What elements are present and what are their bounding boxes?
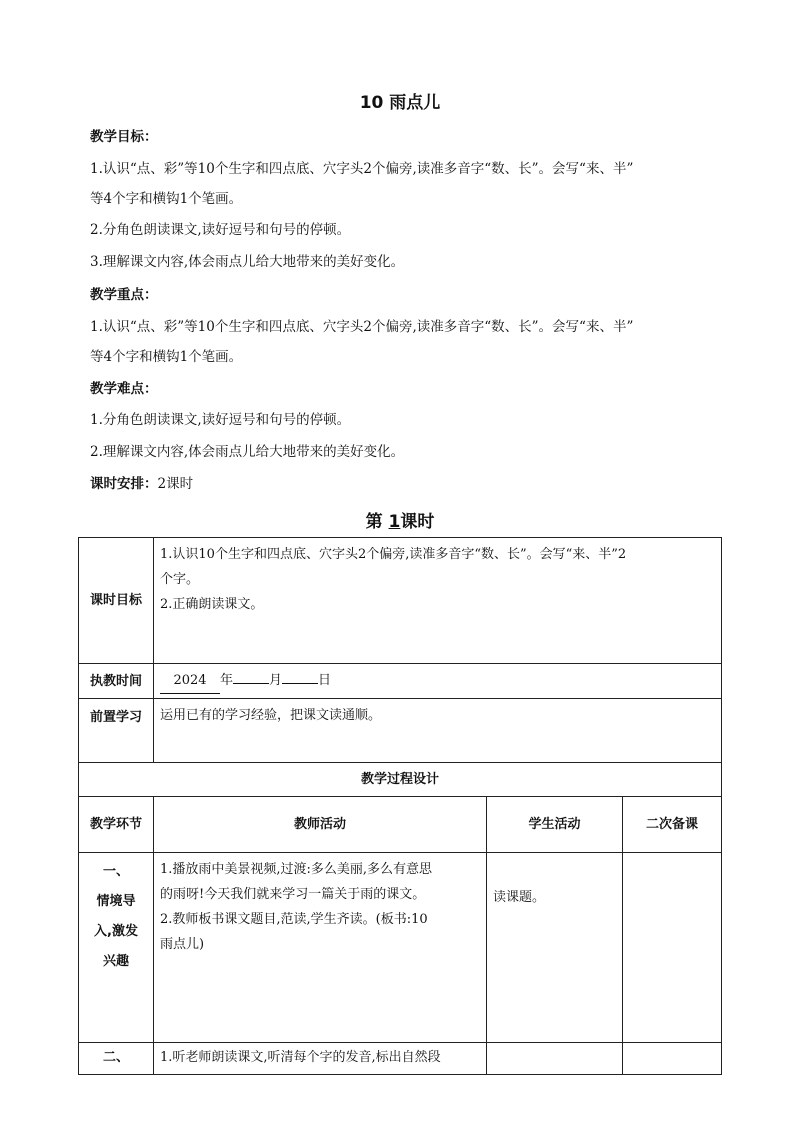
date-day-unit: 日: [318, 673, 332, 688]
schedule: [90, 472, 193, 492]
table-row: [79, 1043, 722, 1075]
column-header-row: [79, 797, 722, 853]
student-activity: [487, 1043, 623, 1075]
objectives-heading: 教学目标：: [90, 129, 158, 145]
difficulty-line: 1.分角色朗读课文,读好逗号和句号的停顿。: [90, 412, 351, 428]
column-header-second: 二次备课: [623, 797, 722, 853]
lesson-number: 1: [388, 512, 401, 532]
stage-line: 兴趣: [102, 954, 129, 969]
key-point-line: 等4个字和横钩1个笔画。: [90, 349, 243, 365]
stage-cell: [79, 853, 154, 1043]
teacher-line: 的雨呀!今天我们就来学习一篇关于雨的课文。: [160, 887, 426, 902]
column-header-student: 学生活动: [487, 797, 623, 853]
schedule-value: 2课时: [157, 476, 194, 492]
process-header: 教学过程设计: [79, 763, 722, 797]
teacher-activity: [154, 1043, 487, 1075]
date-day-blank: [282, 683, 318, 684]
goal-content: [154, 538, 722, 664]
date-label: 执教时间: [79, 664, 154, 699]
date-content: [154, 664, 722, 699]
date-month-blank: [233, 683, 269, 684]
goal-line: 2.正确朗读课文。: [160, 597, 264, 612]
lesson-title: [0, 507, 800, 532]
goal-line: 个字。: [160, 572, 200, 587]
stage-line: 二、: [102, 1050, 129, 1065]
stage-cell: [79, 1043, 154, 1075]
second-prep: [623, 853, 722, 1043]
prestudy-content: 运用已有的学习经验，把课文读通顺。: [154, 699, 722, 763]
column-header-stage: 教学环节: [79, 797, 154, 853]
teacher-line: 2.教师板书课文题目,范读,学生齐读。(板书:10: [160, 912, 428, 927]
teacher-line: 1.听老师朗读课文,听清每个字的发音,标出自然段: [160, 1050, 441, 1065]
objective-line: 2.分角色朗读课文,读好逗号和句号的停顿。: [90, 222, 351, 238]
second-prep: [623, 1043, 722, 1075]
student-activity: 读课题。: [487, 853, 623, 1043]
date-year: 2024: [160, 668, 220, 694]
difficulty-line: 2.理解课文内容,体会雨点儿给大地带来的美好变化。: [90, 444, 405, 460]
key-point-line: 1.认识“点、彩”等10个生字和四点底、穴字头2个偏旁,读准多音字“数、长”。会写“来、半”: [90, 319, 634, 335]
date-month-unit: 月: [269, 673, 283, 688]
difficulties-heading: 教学难点：: [90, 381, 158, 397]
date-row: [79, 664, 722, 699]
process-header-row: [79, 763, 722, 797]
stage-line: 入,激发: [94, 924, 138, 939]
lesson-suffix: 课时: [400, 512, 435, 532]
objective-line: 3.理解课文内容,体会雨点儿给大地带来的美好变化。: [90, 254, 405, 270]
lesson-prefix: 第: [365, 512, 389, 532]
teacher-line: 雨点儿): [160, 937, 205, 952]
key-points-heading: 教学重点：: [90, 287, 158, 303]
lesson-plan-table: [78, 537, 722, 1075]
document-title: 10 雨点儿: [359, 93, 441, 113]
prestudy-label: 前置学习: [79, 699, 154, 763]
objective-line: 等4个字和横钩1个笔画。: [90, 191, 243, 207]
date-year-unit: 年: [220, 673, 234, 688]
column-header-teacher: 教师活动: [154, 797, 487, 853]
teacher-activity: [154, 853, 487, 1043]
schedule-label: 课时安排：: [90, 476, 158, 492]
stage-line: 情境导: [96, 894, 136, 909]
prestudy-row: [79, 699, 722, 763]
goal-row: [79, 538, 722, 664]
teacher-line: 1.播放雨中美景视频,过渡:多么美丽,多么有意思: [160, 862, 433, 877]
goal-label: 课时目标: [79, 538, 154, 664]
objective-line: 1.认识“点、彩”等10个生字和四点底、穴字头2个偏旁,读准多音字“数、长”。会写“来、半”: [90, 161, 634, 177]
table-row: [79, 853, 722, 1043]
goal-line: 1.认识10个生字和四点底、穴字头2个偏旁,读准多音字“数、长”。会写“来、半”2: [160, 547, 627, 562]
stage-line: 一、: [102, 864, 129, 879]
